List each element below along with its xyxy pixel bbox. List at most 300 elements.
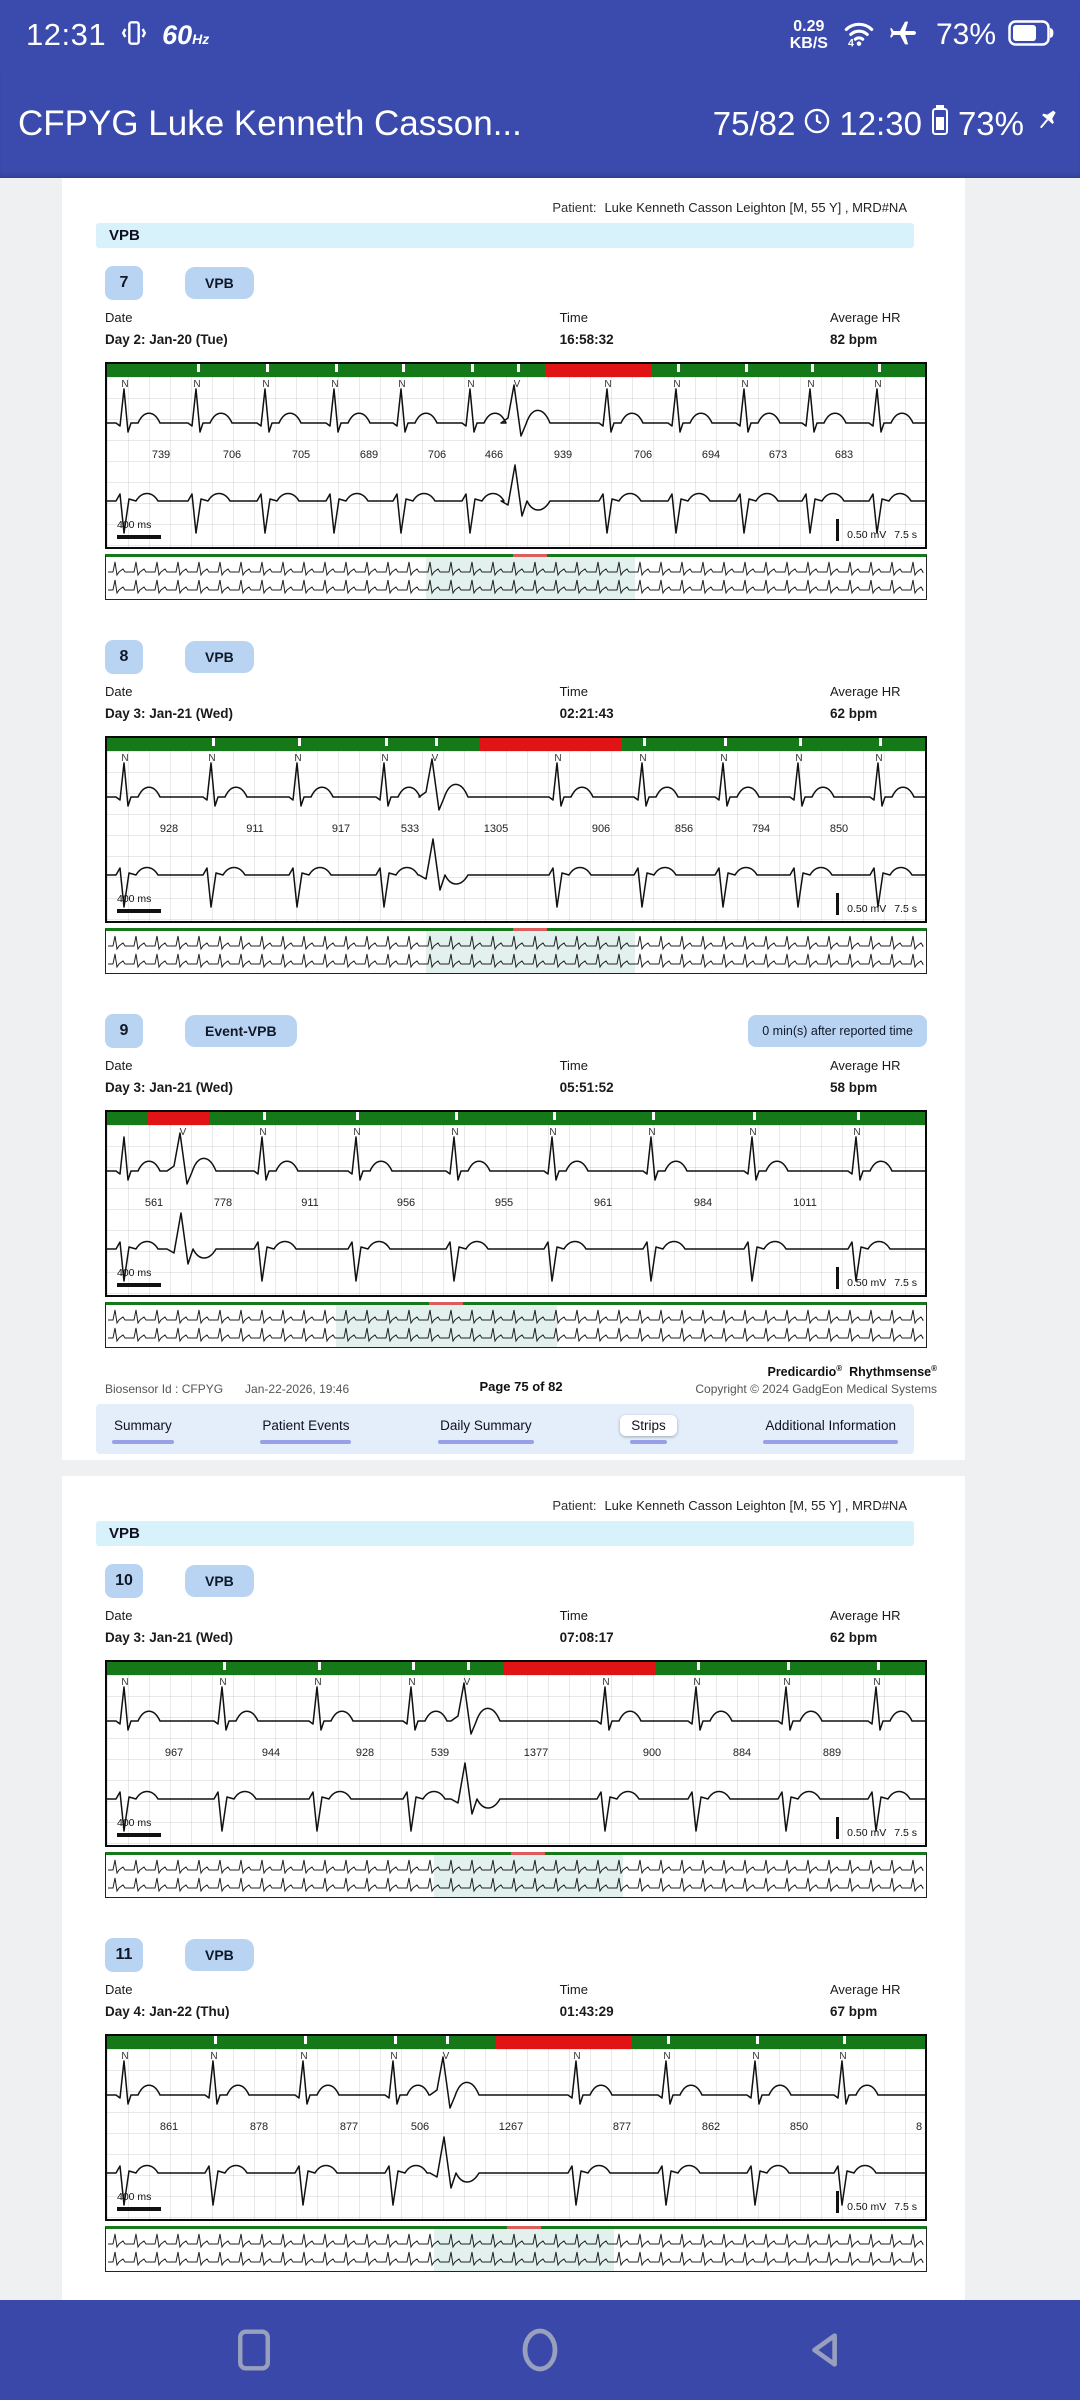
network-speed-indicator: 0.29 KB/S — [789, 18, 828, 52]
avg-hr-label: Average HR — [830, 1982, 901, 1997]
strip-header-row — [105, 266, 927, 300]
window-scale-label: 7.5 s — [894, 903, 917, 915]
rr-interval-label: 944 — [261, 1747, 281, 1759]
beat-annotation: N — [381, 753, 389, 764]
rr-interval-label: 928 — [159, 823, 179, 835]
clock-icon — [803, 105, 831, 143]
rr-interval-label: 705 — [291, 449, 311, 461]
event-bar-tick — [697, 1662, 700, 1670]
pdf-viewer[interactable] — [0, 178, 1080, 2300]
biosensor-id: Biosensor Id : CFPYG — [105, 1382, 224, 1397]
vibrate-icon — [118, 17, 150, 54]
ecg-overview-strip — [105, 1302, 927, 1348]
ecg-strip-card — [105, 1564, 927, 1898]
avg-hr-value: 82 bpm — [830, 332, 878, 347]
patient-header: Patient: Luke Kenneth Casson Leighton [M, 55 Y] , MRD#NA — [552, 200, 907, 215]
status-clock: 12:31 — [26, 17, 107, 52]
rr-interval-label: 928 — [355, 1747, 375, 1759]
event-bar-tick — [811, 364, 814, 372]
amplitude-scale-bar — [836, 1267, 839, 1289]
event-bar-tick — [745, 364, 748, 372]
ecg-channel-2 — [107, 465, 925, 533]
event-bar-tick — [197, 364, 200, 372]
rr-interval-label: 877 — [339, 2121, 359, 2133]
beat-annotation: N — [693, 1677, 701, 1688]
rr-interval-label: 8 — [915, 2121, 923, 2133]
event-red-segment — [504, 1662, 655, 1675]
beat-annotation: N — [875, 753, 883, 764]
date-label: Date — [105, 1058, 133, 1073]
avg-hr-value: 62 bpm — [830, 706, 878, 721]
app-title-bar — [0, 70, 1080, 178]
ecg-strip-card — [105, 1938, 927, 2272]
strip-number-badge: 11 — [105, 1938, 143, 1972]
back-button[interactable] — [794, 2318, 858, 2382]
time-value: 16:58:32 — [559, 332, 614, 347]
event-bar-tick — [455, 1112, 458, 1120]
rr-interval-label: 850 — [789, 2121, 809, 2133]
time-scale-bar — [117, 1833, 161, 1837]
ecg-overview-strip — [105, 928, 927, 974]
home-button[interactable] — [508, 2318, 572, 2382]
beat-annotation: N — [451, 1127, 459, 1138]
rr-interval-label: 1377 — [523, 1747, 549, 1759]
beat-annotation: N — [602, 1677, 610, 1688]
tab-patient-events[interactable]: Patient Events — [260, 1415, 351, 1444]
time-scale-bar — [117, 1283, 161, 1287]
strip-type-chip: VPB — [185, 1565, 254, 1597]
beat-annotation: N — [639, 753, 647, 764]
ecg-strip-card — [105, 266, 927, 600]
overview-channel-1 — [108, 562, 923, 575]
event-bar-tick — [435, 738, 438, 746]
amplitude-scale — [836, 1817, 917, 1839]
beat-annotation: N — [259, 1127, 267, 1138]
strip-header-row — [105, 1938, 927, 1972]
status-bar — [0, 0, 1080, 70]
tab-additional-information[interactable]: Additional Information — [763, 1415, 898, 1444]
document-title: CFPYG Luke Kenneth Casson... — [18, 104, 522, 143]
date-label: Date — [105, 1608, 133, 1623]
window-scale-label: 7.5 s — [894, 1827, 917, 1839]
generated-timestamp: Jan-22-2026, 19:46 — [245, 1382, 350, 1397]
rr-interval-label: 683 — [834, 449, 854, 461]
event-bar-tick — [394, 2036, 397, 2044]
copyright: Copyright © 2024 GadgEon Medical Systems — [695, 1382, 938, 1397]
amplitude-scale-bar — [836, 1817, 839, 1839]
strip-meta-row — [105, 1982, 927, 2026]
ecg-plot — [105, 1660, 927, 1847]
event-timeline-bar — [107, 738, 925, 751]
report-tab-bar — [96, 1404, 914, 1454]
page-footer — [105, 1364, 937, 1396]
amplitude-scale-label: 0.50 mV — [847, 1277, 887, 1289]
section-banner: VPB — [96, 223, 914, 248]
time-scale-label: 400 ms — [117, 519, 152, 531]
amplitude-scale — [836, 893, 917, 915]
rr-interval-label: 861 — [159, 2121, 179, 2133]
wifi-icon — [840, 16, 878, 55]
event-bar-tick — [335, 364, 338, 372]
rr-interval-label: 673 — [768, 449, 788, 461]
beat-annotation: N — [219, 1677, 227, 1688]
overview-channel-1 — [108, 1860, 923, 1873]
event-bar-tick — [753, 1112, 756, 1120]
beat-annotation: V — [513, 379, 521, 390]
overview-channel-2 — [108, 580, 923, 593]
date-value: Day 2: Jan-20 (Tue) — [105, 332, 228, 347]
window-scale-label: 7.5 s — [894, 1277, 917, 1289]
beat-annotation: N — [331, 379, 339, 390]
rr-interval-label: 911 — [246, 823, 264, 835]
beat-annotation: N — [573, 2051, 581, 2062]
tab-daily-summary[interactable]: Daily Summary — [438, 1415, 534, 1444]
battery-vertical-icon — [930, 104, 950, 144]
event-red-segment — [496, 2036, 631, 2049]
strip-meta-row — [105, 1608, 927, 1652]
ecg-channel-2 — [107, 1213, 925, 1281]
event-red-segment — [545, 364, 651, 377]
rr-interval-label: 706 — [633, 449, 653, 461]
date-label: Date — [105, 1982, 133, 1997]
event-timeline-bar — [107, 1662, 925, 1675]
page-indicator: 75/82 — [712, 105, 796, 142]
ecg-plot — [105, 2034, 927, 2221]
rr-interval-label: 961 — [593, 1197, 613, 1209]
beat-annotation: N — [549, 1127, 557, 1138]
time-label: Time — [559, 684, 588, 699]
beat-annotation: N — [208, 753, 216, 764]
ecg-waveform-area — [107, 1675, 925, 1845]
beat-annotation: N — [604, 379, 612, 390]
ecg-channel-1 — [107, 2057, 925, 2108]
ecg-plot — [105, 1110, 927, 1297]
event-bar-tick — [212, 738, 215, 746]
ecg-strip-card — [105, 640, 927, 974]
ecg-strip-card — [105, 1014, 927, 1348]
event-bar-tick — [304, 2036, 307, 2044]
time-label: Time — [559, 1608, 588, 1623]
ecg-plot — [105, 736, 927, 923]
time-scale-bar — [117, 535, 161, 539]
patient-name: Luke Kenneth Casson Leighton [M, 55 Y] , MRD#NA — [604, 200, 907, 215]
time-scale-label: 400 ms — [117, 1267, 152, 1279]
beat-annotation: N — [121, 1677, 129, 1688]
rr-interval-label: 984 — [693, 1197, 713, 1209]
event-bar-tick — [877, 1662, 880, 1670]
rr-interval-label: 689 — [359, 449, 379, 461]
android-nav-bar — [0, 2300, 1080, 2400]
beat-annotation: N — [752, 2051, 760, 2062]
beat-annotation: N — [853, 1127, 861, 1138]
event-bar-tick — [677, 364, 680, 372]
rr-interval-label: 900 — [642, 1747, 662, 1759]
beat-annotation: N — [648, 1127, 656, 1138]
patient-header: Patient: Luke Kenneth Casson Leighton [M, 55 Y] , MRD#NA — [552, 1498, 907, 1513]
strip-type-chip: VPB — [185, 267, 254, 299]
event-bar-tick — [799, 738, 802, 746]
time-scale-label: 400 ms — [117, 1817, 152, 1829]
rr-interval-label: 539 — [430, 1747, 450, 1759]
rr-interval-label: 917 — [331, 823, 351, 835]
beat-annotation: N — [720, 753, 728, 764]
event-red-segment — [148, 1112, 209, 1125]
rr-interval-label: 877 — [612, 2121, 632, 2133]
strip-meta-row — [105, 310, 927, 354]
event-bar-tick — [467, 1662, 470, 1670]
time-value: 01:43:29 — [559, 2004, 614, 2019]
rr-interval-label: 739 — [151, 449, 171, 461]
beat-annotation: V — [179, 1127, 187, 1138]
ecg-channel-1 — [107, 1683, 925, 1734]
overview-channel-1 — [108, 936, 923, 949]
beat-annotation: N — [741, 379, 749, 390]
recents-button[interactable] — [222, 2318, 286, 2382]
avg-hr-value: 67 bpm — [830, 2004, 878, 2019]
beat-annotation: N — [121, 2051, 129, 2062]
avg-hr-value: 62 bpm — [830, 1630, 878, 1645]
event-bar-tick — [652, 1112, 655, 1120]
strip-type-chip: Event-VPB — [185, 1015, 297, 1047]
time-label: Time — [559, 310, 588, 325]
page-number: Page 75 of 82 — [479, 1379, 563, 1395]
time-scale-label: 400 ms — [117, 2191, 152, 2203]
window-scale-label: 7.5 s — [894, 529, 917, 541]
event-bar-tick — [223, 1662, 226, 1670]
rr-interval-label: 939 — [553, 449, 573, 461]
beat-annotation: N — [262, 379, 270, 390]
date-value: Day 3: Jan-21 (Wed) — [105, 1080, 234, 1095]
rr-interval-label: 466 — [484, 449, 504, 461]
event-bar-tick — [843, 2036, 846, 2044]
beat-annotation: N — [398, 379, 406, 390]
event-bar-tick — [643, 738, 646, 746]
event-bar-tick — [263, 1112, 266, 1120]
pin-icon[interactable] — [1032, 105, 1062, 143]
amplitude-scale-label: 0.50 mV — [847, 1827, 887, 1839]
event-timeline-bar — [107, 2036, 925, 2049]
event-bar-tick — [553, 1112, 556, 1120]
event-bar-tick — [857, 1112, 860, 1120]
event-bar-tick — [318, 1662, 321, 1670]
rr-interval-label: 878 — [249, 2121, 269, 2133]
ecg-channel-2 — [107, 2137, 925, 2205]
rr-interval-label: 856 — [674, 823, 694, 835]
event-bar-tick — [385, 738, 388, 746]
window-scale-label: 7.5 s — [894, 2201, 917, 2213]
ecg-channel-1 — [107, 385, 925, 436]
time-value: 07:08:17 — [559, 1630, 614, 1645]
beat-annotation: N — [673, 379, 681, 390]
ecg-overview-strip — [105, 554, 927, 600]
rr-interval-label: 956 — [396, 1197, 416, 1209]
ecg-waveform-area — [107, 1125, 925, 1295]
event-bar-tick — [446, 2036, 449, 2044]
strip-number-badge: 10 — [105, 1564, 143, 1598]
beat-annotation: V — [431, 753, 439, 764]
event-bar-tick — [266, 364, 269, 372]
ecg-channel-2 — [107, 1763, 925, 1831]
report-page-76 — [62, 1476, 965, 2300]
beat-annotation: N — [749, 1127, 757, 1138]
time-scale-bar — [117, 909, 161, 913]
beat-annotation: N — [795, 753, 803, 764]
beat-annotation: N — [807, 379, 815, 390]
event-bar-tick — [471, 364, 474, 372]
report-page-75 — [62, 178, 965, 1460]
rr-interval-label: 884 — [732, 1747, 752, 1759]
ecg-channel-1 — [107, 1133, 925, 1184]
event-timeline-bar — [107, 1112, 925, 1125]
amplitude-scale-label: 0.50 mV — [847, 2201, 887, 2213]
date-label: Date — [105, 684, 133, 699]
rr-interval-label: 1011 — [793, 1197, 817, 1209]
time-scale-bar — [117, 2207, 161, 2211]
event-bar-tick — [412, 1662, 415, 1670]
strip-number-badge: 8 — [105, 640, 143, 674]
overview-channel-2 — [108, 1328, 923, 1341]
rr-interval-label: 778 — [213, 1197, 233, 1209]
appbar-battery-percent: 73% — [957, 105, 1024, 142]
strip-type-chip: VPB — [185, 1939, 254, 1971]
beat-annotation: N — [121, 379, 129, 390]
beat-annotation: N — [839, 2051, 847, 2062]
event-timeline-bar — [107, 364, 925, 377]
rr-interval-label: 955 — [494, 1197, 514, 1209]
beat-annotation: N — [783, 1677, 791, 1688]
amplitude-scale-label: 0.50 mV — [847, 903, 887, 915]
date-value: Day 3: Jan-21 (Wed) — [105, 706, 234, 721]
avg-hr-label: Average HR — [830, 310, 901, 325]
date-label: Date — [105, 310, 133, 325]
rr-interval-label: 911 — [301, 1197, 319, 1209]
event-bar-tick — [879, 738, 882, 746]
beat-annotation: N — [874, 379, 882, 390]
event-bar-tick — [878, 364, 881, 372]
amplitude-scale-bar — [836, 893, 839, 915]
amplitude-scale-bar — [836, 519, 839, 541]
beat-annotation: N — [210, 2051, 218, 2062]
strip-meta-row — [105, 1058, 927, 1102]
rr-interval-label: 1305 — [483, 823, 509, 835]
rr-interval-label: 706 — [222, 449, 242, 461]
ecg-channel-2 — [107, 839, 925, 907]
tab-strips[interactable]: Strips — [620, 1415, 677, 1444]
appbar-time: 12:30 — [839, 105, 922, 142]
rr-interval-label: 561 — [144, 1197, 164, 1209]
amplitude-scale-bar — [836, 2191, 839, 2213]
rr-interval-label: 533 — [400, 823, 420, 835]
time-label: Time — [559, 1982, 588, 1997]
beat-annotation: N — [193, 379, 201, 390]
amplitude-scale-label: 0.50 mV — [847, 529, 887, 541]
beat-annotation: V — [463, 1677, 471, 1688]
event-bar-tick — [298, 738, 301, 746]
rr-interval-label: 1267 — [498, 2121, 524, 2133]
beat-annotation: N — [353, 1127, 361, 1138]
strip-header-row — [105, 640, 927, 674]
event-bar-tick — [356, 1112, 359, 1120]
strip-number-badge: 9 — [105, 1014, 143, 1048]
avg-hr-label: Average HR — [830, 1058, 901, 1073]
overview-channel-2 — [108, 2252, 923, 2265]
patient-name: Luke Kenneth Casson Leighton [M, 55 Y] , MRD#NA — [604, 1498, 907, 1513]
time-value: 05:51:52 — [559, 1080, 614, 1095]
event-bar-tick — [667, 2036, 670, 2044]
beat-annotation: N — [121, 753, 129, 764]
amplitude-scale — [836, 519, 917, 541]
event-bar-tick — [724, 738, 727, 746]
event-bar-tick — [787, 1662, 790, 1670]
overview-channel-2 — [108, 1878, 923, 1891]
ecg-waveform-area — [107, 751, 925, 921]
brand-line: Predicardio® Rhythmsense® — [767, 1364, 938, 1380]
rr-interval-label: 862 — [701, 2121, 721, 2133]
time-value: 02:21:43 — [559, 706, 614, 721]
date-value: Day 4: Jan-22 (Thu) — [105, 2004, 230, 2019]
ecg-overview-strip — [105, 2226, 927, 2272]
rr-interval-label: 506 — [410, 2121, 430, 2133]
overview-channel-1 — [108, 2234, 923, 2247]
beat-annotation: N — [314, 1677, 322, 1688]
strip-header-row — [105, 1564, 927, 1598]
strip-number-badge: 7 — [105, 266, 143, 300]
rr-interval-label: 889 — [822, 1747, 842, 1759]
ecg-waveform-area — [107, 2049, 925, 2219]
beat-annotation: N — [467, 379, 475, 390]
ecg-overview-strip — [105, 1852, 927, 1898]
amplitude-scale — [836, 2191, 917, 2213]
strip-meta-row — [105, 684, 927, 728]
beat-annotation: N — [663, 2051, 671, 2062]
beat-annotation: N — [408, 1677, 416, 1688]
rr-interval-label: 794 — [751, 823, 771, 835]
ecg-waveform-area — [107, 377, 925, 547]
time-label: Time — [559, 1058, 588, 1073]
avg-hr-label: Average HR — [830, 684, 901, 699]
section-banner: VPB — [96, 1521, 914, 1546]
strip-header-row — [105, 1014, 927, 1048]
event-note-chip: 0 min(s) after reported time — [748, 1015, 927, 1047]
event-red-segment — [479, 738, 622, 751]
tab-summary[interactable]: Summary — [112, 1415, 174, 1444]
battery-percent: 73% — [935, 18, 996, 51]
airplane-mode-icon — [890, 16, 924, 55]
rr-interval-label: 694 — [701, 449, 721, 461]
rr-interval-label: 967 — [164, 1747, 184, 1759]
ecg-plot — [105, 362, 927, 549]
date-value: Day 3: Jan-21 (Wed) — [105, 1630, 234, 1645]
battery-icon — [1008, 20, 1054, 51]
beat-annotation: V — [442, 2051, 450, 2062]
event-bar-tick — [756, 2036, 759, 2044]
amplitude-scale — [836, 1267, 917, 1289]
overview-channel-2 — [108, 954, 923, 967]
time-scale-label: 400 ms — [117, 893, 152, 905]
beat-annotation: N — [390, 2051, 398, 2062]
refresh-rate-indicator: 60Hz — [162, 19, 210, 50]
beat-annotation: N — [554, 753, 562, 764]
overview-channel-1 — [108, 1310, 923, 1323]
rr-interval-label: 906 — [591, 823, 611, 835]
ecg-channel-1 — [107, 759, 925, 810]
svg-text:4: 4 — [847, 36, 854, 49]
event-bar-tick — [214, 2036, 217, 2044]
rr-interval-label: 706 — [427, 449, 447, 461]
beat-annotation: N — [294, 753, 302, 764]
rr-interval-label: 850 — [829, 823, 849, 835]
beat-annotation: N — [873, 1677, 881, 1688]
